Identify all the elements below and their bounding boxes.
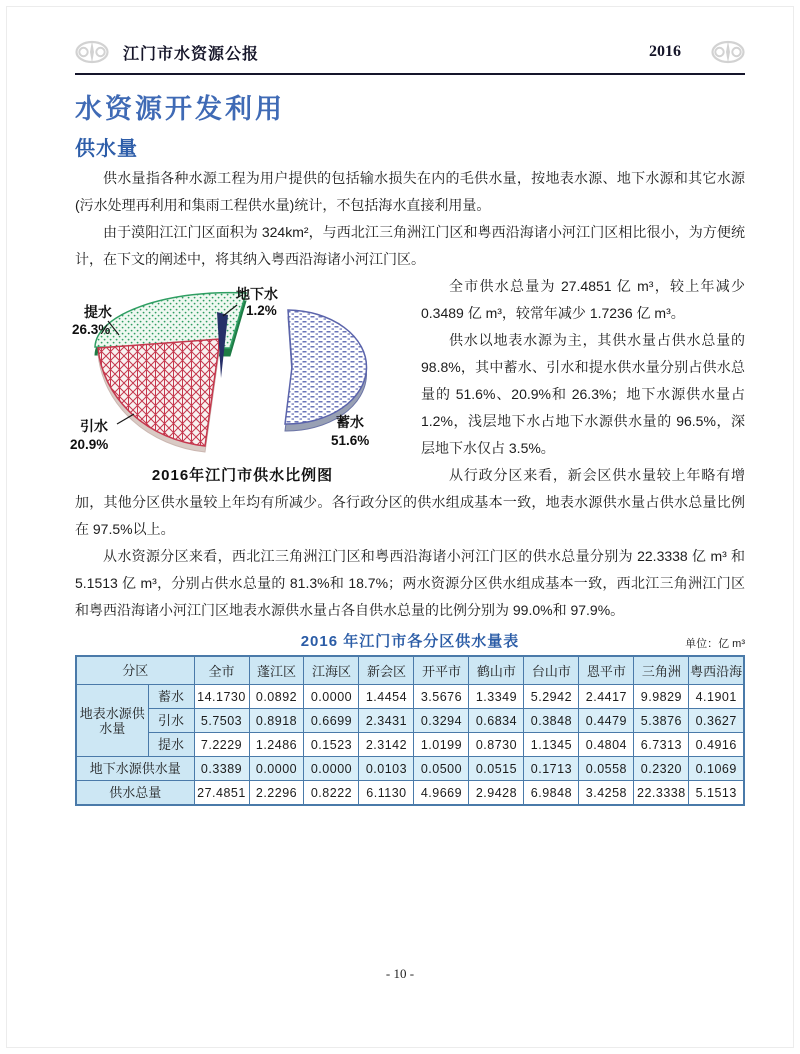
cell: 0.3848 [524, 709, 579, 733]
cell: 2.9428 [469, 781, 524, 806]
table-corner-header: 分区 [76, 656, 194, 685]
cell: 0.8730 [469, 733, 524, 757]
cell: 3.4258 [579, 781, 634, 806]
col-header: 粤西沿海 [689, 656, 744, 685]
pie-chart-svg [70, 275, 415, 457]
cell: 0.6699 [304, 709, 359, 733]
cell: 1.2486 [249, 733, 304, 757]
cell: 2.3142 [359, 733, 414, 757]
cell: 2.4417 [579, 685, 634, 709]
main-heading: 水资源开发利用 [75, 94, 285, 124]
table-title: 2016 年江门市各分区供水量表 [300, 633, 520, 650]
cell: 1.0199 [414, 733, 469, 757]
paragraph-supply-definition: 供水量指各种水源工程为用户提供的包括输水损失在内的毛供水量，按地表水源、地下水源和其它水源(污水处理再利用和集雨工程供水量)统计，不包括海水直接利用量。 [75, 170, 745, 213]
water-supply-table [75, 655, 745, 806]
cell: 0.0000 [304, 685, 359, 709]
pie-chart-caption: 2016年江门市供水比例图 [151, 467, 334, 484]
cell: 6.9848 [524, 781, 579, 806]
cell: 0.0892 [249, 685, 304, 709]
cell: 0.0500 [414, 757, 469, 781]
col-header: 新会区 [359, 656, 414, 685]
cell: 6.1130 [359, 781, 414, 806]
cell: 0.2320 [634, 757, 689, 781]
col-header: 台山市 [524, 656, 579, 685]
paragraph-water-resource-regions: 从水资源分区来看，西北江三角洲江门区和粤西沿海诸小河江门区的供水总量分别为 22.3338 亿 m³ 和 5.1513 亿 m³，分别占供水总量的 81.3%和 18.7%；两水资源分区供水组成基本一致，西北江三角洲江门区和粤西沿海诸小河江门区地表水源供水量占各自供水总量的比例分别为 99.0%和 97.9%。 [75, 548, 745, 618]
cell: 0.0103 [359, 757, 414, 781]
pie-label-yinshui: 引水 [80, 418, 108, 434]
cell: 6.7313 [634, 733, 689, 757]
table-row [76, 781, 744, 806]
cell: 0.0000 [249, 757, 304, 781]
cell: 14.1730 [194, 685, 249, 709]
cell: 0.3389 [194, 757, 249, 781]
pie-label-xushui-pct: 51.6% [331, 433, 370, 448]
cell: 4.9669 [414, 781, 469, 806]
section-heading: 供水量 [75, 138, 138, 160]
cell: 0.6834 [469, 709, 524, 733]
cell: 0.8222 [304, 781, 359, 806]
cell: 0.3294 [414, 709, 469, 733]
cell: 0.0515 [469, 757, 524, 781]
pie-label-dixiashui-pct: 1.2% [246, 303, 277, 318]
cell: 5.7503 [194, 709, 249, 733]
cell: 0.8918 [249, 709, 304, 733]
cell: 1.1345 [524, 733, 579, 757]
cell: 0.0000 [304, 757, 359, 781]
cell: 0.4804 [579, 733, 634, 757]
row-label: 引水 [148, 709, 194, 733]
pie-label-xushui: 蓄水 [336, 414, 364, 430]
pie-label-tishui-pct: 26.3% [72, 322, 111, 337]
cell: 1.4454 [359, 685, 414, 709]
cell: 5.3876 [634, 709, 689, 733]
col-header: 江海区 [304, 656, 359, 685]
cell: 22.3338 [634, 781, 689, 806]
cell: 0.1523 [304, 733, 359, 757]
pie-label-tishui: 提水 [84, 304, 112, 320]
cell: 0.3627 [689, 709, 744, 733]
col-header: 开平市 [414, 656, 469, 685]
cell: 0.1713 [524, 757, 579, 781]
pie-label-dixiashui: 地下水 [236, 286, 278, 302]
cell: 0.0558 [579, 757, 634, 781]
page-number: - 10 - [385, 966, 415, 981]
paragraph-total-supply: 全市供水总量为 27.4851 亿 m³，较上年减少 0.3489 亿 m³，较常年减少 1.7236 亿 m³。 [421, 278, 745, 321]
cell: 27.4851 [194, 781, 249, 806]
row-label-total: 供水总量 [76, 781, 194, 806]
cell: 0.4916 [689, 733, 744, 757]
table-header-row [76, 656, 744, 685]
paragraph-source-composition: 供水以地表水源为主，其供水量占供水总量的 98.8%，其中蓄水、引水和提水供水量分别占供水总量的 51.6%、20.9%和 26.3%；地下水源供水量占 1.2%，浅层地下水占地下水源供水量的 96.5%，深层地下水仅占 3.5%。 [421, 332, 745, 456]
col-header: 三角洲 [634, 656, 689, 685]
water-bureau-logo-icon [711, 40, 745, 64]
cell: 5.2942 [524, 685, 579, 709]
row-group-surface-water: 地表水源供水量 [76, 685, 148, 757]
row-label: 提水 [148, 733, 194, 757]
cell: 2.2296 [249, 781, 304, 806]
cell: 1.3349 [469, 685, 524, 709]
pie-slice-xushui [285, 310, 367, 424]
table-unit-label: 单位：亿 m³ [685, 638, 745, 650]
row-label-groundwater: 地下水源供水量 [76, 757, 194, 781]
bulletin-year: 2016 [649, 43, 681, 60]
cell: 3.5676 [414, 685, 469, 709]
paragraph-region-note: 由于漠阳江江门区面积为 324km²，与西北江三角洲江门区和粤西沿海诸小河江门区相比很小，为方便统计，在下文的阐述中，将其纳入粤西沿海诸小河江门区。 [75, 224, 745, 267]
paragraph-admin-regions: 从行政分区来看，新会区供水量较上年略有增加，其他分区供水量较上年均有所减少。各行政分区的供水组成基本一致，地表水源供水量占供水总量比例在 97.5%以上。 [75, 467, 745, 537]
cell: 5.1513 [689, 781, 744, 806]
table-row [76, 733, 744, 757]
pie-label-yinshui-pct: 20.9% [70, 437, 109, 452]
col-header: 恩平市 [579, 656, 634, 685]
table-row [76, 757, 744, 781]
col-header: 蓬江区 [249, 656, 304, 685]
pie-chart-figure [70, 275, 415, 485]
cell: 9.9829 [634, 685, 689, 709]
cell: 2.3431 [359, 709, 414, 733]
page-header [75, 40, 745, 75]
pie-slice-yinshui [98, 339, 220, 446]
col-header: 鹤山市 [469, 656, 524, 685]
cell: 7.2229 [194, 733, 249, 757]
col-header: 全市 [194, 656, 249, 685]
bulletin-title: 江门市水资源公报 [123, 45, 260, 63]
table-row [76, 685, 744, 709]
cell: 4.1901 [689, 685, 744, 709]
row-label: 蓄水 [148, 685, 194, 709]
cell: 0.4479 [579, 709, 634, 733]
water-bureau-logo-icon [75, 40, 109, 64]
cell: 0.1069 [689, 757, 744, 781]
table-row [76, 709, 744, 733]
